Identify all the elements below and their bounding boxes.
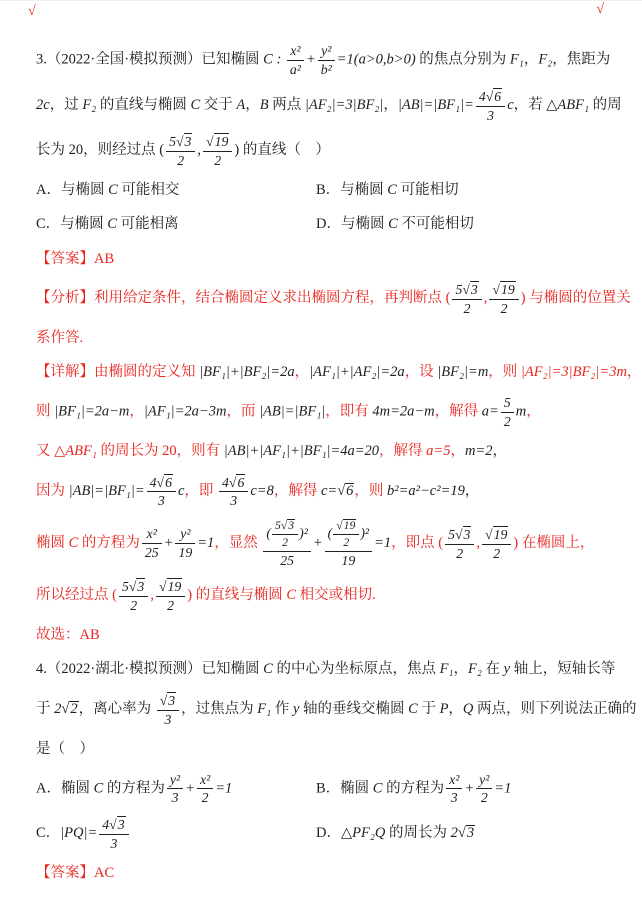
text-run: 两点 (268, 96, 305, 113)
text-run: |AF₁|+|AF₂|=2a (309, 364, 405, 381)
radical: √3 (175, 134, 192, 150)
text-run: y² (180, 526, 191, 542)
text-run: 4 (102, 817, 110, 833)
text-run: 2 (463, 301, 471, 317)
fraction (219, 474, 248, 510)
fraction (119, 578, 148, 614)
text-run: F₁ (439, 661, 454, 678)
text-run: 5 (275, 519, 281, 533)
text-run: 的中心为坐标原点，焦点 (272, 661, 440, 678)
text-run: ， (245, 96, 260, 113)
radical: √6 (337, 482, 354, 499)
text-run: , (483, 290, 488, 307)
text-run: ， (448, 701, 463, 718)
fraction (175, 526, 195, 561)
text-run: C．与椭圆 (36, 216, 108, 233)
fraction (333, 519, 359, 549)
radical: √3 (457, 825, 475, 842)
text-run: ，离心率为 (78, 701, 155, 718)
text-run: 6 (165, 474, 172, 490)
text-run: 的周长为 (385, 825, 451, 842)
text-run: ，解得 (379, 442, 427, 459)
text-run: 所以经过点 ( (36, 587, 117, 604)
text-run: 3 (463, 526, 471, 542)
text-run: 3 (470, 282, 478, 298)
text-run: F₂ (467, 661, 482, 678)
text-run: 3 (466, 825, 475, 842)
radical: √2 (61, 701, 78, 718)
text-run: 19 (343, 519, 356, 533)
q3-options-row-2 (36, 213, 636, 237)
text-run: C (286, 587, 297, 604)
text-run: 3 (157, 493, 165, 509)
text-run: A (236, 96, 246, 113)
fraction (203, 133, 232, 169)
q3-solution-line-1 (36, 361, 642, 385)
text-run: 【答案】AB (36, 250, 115, 267)
text-run: ， (450, 442, 465, 459)
text-run: F₂ (538, 51, 553, 68)
text-run: 不可能相切 (397, 216, 474, 233)
q4-stem-line-2 (36, 692, 636, 728)
text-run: 作 (271, 701, 293, 718)
text-run: B．与椭圆 (316, 182, 388, 199)
text-run: y² (169, 771, 181, 787)
text-run: 5 (503, 394, 511, 410)
fraction (99, 816, 128, 852)
q4-stem-line-3 (36, 738, 636, 762)
text-run: ， (523, 51, 539, 68)
text-run: A．与椭圆 (36, 182, 109, 199)
text-run: |BF₂|=m (437, 364, 489, 381)
text-run: C (263, 51, 273, 68)
text-run: 3 (184, 134, 192, 150)
text-run: 5 (448, 526, 455, 542)
text-run: 于 (36, 701, 55, 718)
text-run: =1 (494, 780, 512, 797)
text-run: 4 (478, 88, 486, 104)
text-run: , (476, 535, 481, 552)
text-run: : (272, 51, 285, 68)
q3-options-row-1 (36, 179, 636, 203)
fraction (501, 395, 514, 430)
q4-answer (36, 862, 636, 886)
text-run: c (507, 96, 514, 113)
text-run: ，即点 ( (391, 535, 444, 552)
text-run: 的周长为 20，则有 (96, 442, 224, 459)
text-run: 可能相切 (396, 182, 459, 199)
text-run: c= (320, 482, 338, 499)
q4-options-row-1-right (316, 772, 511, 807)
text-run: a² (289, 61, 301, 77)
text-run: 4 (222, 474, 229, 490)
text-run: 相交或相切. (296, 587, 376, 604)
text-run: 5 (455, 282, 463, 298)
text-run: 6 (494, 88, 502, 104)
text-run: ，解得 (273, 482, 321, 499)
text-run: ，则 (488, 364, 521, 381)
q3-stem-line-3 (36, 133, 636, 169)
text-run: 2 (500, 301, 508, 317)
fraction (287, 43, 304, 78)
text-run: 3 (168, 692, 176, 708)
text-run: 于 (417, 701, 440, 718)
text-run: 2 (343, 536, 350, 550)
text-run: 2 (214, 153, 222, 169)
text-run: |PQ|= (60, 825, 98, 842)
fraction (482, 526, 511, 562)
text-run: 又 (36, 442, 55, 459)
text-run: C (263, 661, 273, 678)
q4-options-row-1 (36, 772, 636, 807)
text-run: 3 (487, 107, 494, 123)
q3-stem-line-2 (36, 88, 636, 124)
text-run: 3 (288, 519, 295, 533)
text-run: |AF₁|=2a−3m (143, 403, 227, 420)
text-run: 6 (346, 482, 354, 499)
text-run: ，显然 (214, 535, 262, 552)
text-run: 2 (70, 701, 78, 718)
radical: √19 (206, 134, 229, 150)
text-run: C (190, 96, 201, 113)
text-run: Q (462, 701, 474, 718)
q4-options-row-2-right (316, 822, 475, 846)
text-run: 2 (503, 413, 511, 429)
radical: √3 (159, 692, 176, 708)
text-run: 3 (137, 579, 145, 595)
q3-stem-line-1 (36, 43, 636, 78)
text-run: 19 (500, 282, 515, 298)
text-run: 是（ ） (36, 740, 94, 757)
fraction (446, 772, 462, 807)
text-run: m (515, 403, 527, 420)
text-run: 2 (282, 536, 288, 550)
text-run: ) 在椭圆上， (513, 535, 595, 552)
text-run: ， (294, 364, 310, 381)
text-run: C． (36, 825, 61, 842)
q3-solution-line-4 (36, 474, 636, 510)
text-run: 19 (341, 552, 356, 568)
text-run: 2 (177, 153, 185, 169)
text-run: C (68, 535, 79, 552)
text-run: ， (129, 403, 144, 420)
q3-options-row-1-right (316, 179, 459, 203)
text-run: 4.（2022·湖北·模拟预测）已知椭圆 (36, 661, 264, 678)
text-run: ，过焦点为 (181, 701, 258, 718)
q4-options-row-2 (36, 816, 636, 852)
text-run: C (372, 780, 383, 797)
text-run: 的焦点分别为 (415, 51, 510, 68)
text-run: x² (290, 43, 301, 58)
text-run: C (408, 701, 418, 718)
text-run: =1 (374, 535, 392, 552)
q3-options-row-2-left (36, 213, 316, 237)
text-run: 则 (36, 403, 55, 420)
text-run: ，解得 (434, 403, 482, 420)
q3-analysis-line-1 (36, 281, 636, 317)
fraction (272, 519, 298, 549)
text-run: =1 (197, 535, 215, 552)
text-run: + (305, 51, 316, 68)
radical: √19 (336, 519, 356, 533)
text-run: ) 的直线与椭圆 (187, 587, 287, 604)
text-run: a= (481, 403, 499, 420)
text-run: 4m=2a−m (372, 403, 435, 420)
text-run: + (464, 780, 475, 797)
q3-conclusion (36, 624, 636, 648)
text-run: C (107, 216, 117, 233)
text-run: 2 (130, 598, 138, 614)
text-run: 3.（2022·全国·模拟预测）已知椭圆 (36, 51, 264, 68)
text-run: B．椭圆 (316, 780, 373, 797)
text-run: 故选：AB (36, 627, 100, 644)
text-run: 2 (54, 701, 62, 718)
fraction (197, 772, 213, 807)
text-run: 轴的垂线交椭圆 (299, 701, 409, 718)
radical: √3 (280, 519, 295, 533)
text-run: 的方程为 (103, 780, 165, 797)
text-run: 3 (171, 790, 179, 806)
text-run: ( (327, 525, 333, 541)
text-run: ，设 (404, 364, 438, 381)
text-run: c=8 (250, 482, 274, 499)
text-run: △PF₂Q (340, 825, 386, 842)
fraction (445, 526, 474, 562)
text-run: 【分析】利用给定条件，结合椭圆定义求出椭圆方程，再判断点 ( (36, 290, 451, 307)
text-run: 2 (167, 598, 175, 614)
text-run: 4 (149, 474, 157, 490)
fraction (476, 772, 492, 807)
text-run: ，若 (513, 96, 547, 113)
text-run: ) 与椭圆的位置关 (520, 290, 631, 307)
text-run: b² (320, 61, 332, 77)
text-run: 2c (36, 96, 50, 113)
radical: √3 (462, 282, 478, 298)
text-run: 2 (456, 545, 464, 561)
fraction (166, 133, 195, 169)
text-run: 的方程为 (382, 780, 445, 797)
fraction (156, 578, 185, 614)
fraction (167, 772, 183, 807)
text-run: 可能相离 (116, 216, 179, 233)
text-run: 3 (230, 493, 238, 509)
radical: √3 (128, 579, 145, 595)
text-run: 3 (450, 790, 458, 806)
q3-analysis-line-2 (36, 327, 636, 351)
text-run: △ABF₁ (54, 442, 97, 459)
text-run: F₁ (509, 51, 524, 68)
fraction (325, 519, 372, 568)
radical: √6 (485, 88, 502, 104)
text-run: )² (360, 525, 370, 541)
text-run: P (439, 701, 449, 718)
radical: √3 (454, 526, 471, 542)
text-run: 长为 20，则经过点 ( (36, 142, 165, 159)
text-run: ，焦距为 (552, 51, 611, 68)
grader-check-icon: √ (28, 4, 36, 19)
text-run: ， (526, 403, 541, 420)
q3-solution-line-5 (36, 519, 636, 568)
text-run: 3 (117, 817, 125, 833)
text-run: 19 (167, 579, 182, 595)
text-run: ( (266, 525, 272, 541)
radical: √3 (109, 817, 125, 833)
fraction (263, 519, 310, 568)
text-run: |AB|=|BF₁|= (68, 482, 145, 499)
text-run: 椭圆 (36, 535, 69, 552)
text-run: △ABF₁ (546, 96, 590, 113)
text-run: F₁ (257, 701, 272, 718)
text-run: y² (479, 771, 490, 787)
fraction (157, 692, 179, 728)
text-run: 2 (480, 790, 488, 806)
text-run: , (197, 142, 202, 159)
text-run: 2 (493, 545, 501, 561)
document-body (0, 1, 642, 886)
text-run: b²=a²−c²=19 (387, 482, 465, 499)
text-run: 2 (201, 790, 209, 806)
text-run: ) 的直线（ ） (234, 142, 330, 159)
q4-options-row-2-left (36, 816, 316, 852)
fraction (147, 474, 176, 510)
q3-answer (36, 248, 636, 272)
text-run: =1 (215, 780, 233, 797)
radical: √19 (485, 526, 508, 542)
text-run: , (150, 587, 154, 604)
text-run: + (312, 535, 323, 552)
text-run: =1 (336, 51, 354, 68)
fraction (489, 281, 518, 317)
fraction (142, 526, 162, 561)
text-run: ，而 (226, 403, 260, 420)
text-run: 【详解】由椭圆的定义知 (36, 364, 200, 381)
text-run: ，即有 (325, 403, 373, 420)
fraction (476, 88, 505, 124)
text-run: 两点，则下列说法正确的 (473, 701, 637, 718)
q3-solution-line-3 (36, 440, 636, 464)
text-run: 5 (169, 134, 176, 150)
text-run: 可能相交 (117, 182, 180, 199)
text-run: |AF₂|=3|BF₂|=3m (520, 364, 627, 381)
grader-check-icon: √ (596, 2, 604, 17)
text-run: 19 (493, 526, 508, 542)
q3-solution-line-2 (36, 395, 636, 430)
text-run: 的直线与椭圆 (96, 96, 191, 113)
radical: √19 (158, 579, 182, 595)
text-run: C (388, 216, 398, 233)
text-run: 的方程为 (78, 535, 140, 552)
text-run: 在 (481, 661, 504, 678)
text-run: ， (492, 442, 507, 459)
text-run: 25 (144, 545, 159, 561)
q3-solution-line-6 (36, 578, 636, 614)
text-run: 19 (178, 545, 193, 561)
text-run: x² (146, 526, 157, 542)
text-run: ，过 (49, 96, 83, 113)
text-run: m=2 (464, 442, 493, 459)
text-run: c (177, 482, 185, 499)
text-run: y (292, 701, 300, 718)
text-run: ， (453, 661, 468, 678)
text-run: |AB|=|BF₁|= (397, 96, 474, 113)
q4-options-row-1-left (36, 772, 316, 807)
text-run: 轴上，短轴长等 (510, 661, 616, 678)
text-run: |AB|+|AF₁|+|BF₁|=4a=20 (223, 442, 380, 459)
text-run: 因为 (36, 482, 69, 499)
text-run: 【答案】AC (36, 864, 115, 881)
text-run: B (259, 96, 269, 113)
text-run: 19 (214, 134, 229, 150)
text-run: |BF₁|+|BF₂|=2a (199, 364, 295, 381)
text-run: 3 (164, 711, 172, 727)
q3-options-row-2-right (316, 213, 474, 237)
text-run: ， (626, 364, 642, 381)
text-run: ， (383, 96, 398, 113)
q4-stem-line-1 (36, 658, 636, 682)
text-run: y (503, 661, 511, 678)
text-run: D．与椭圆 (316, 216, 389, 233)
text-run: A．椭圆 (36, 780, 94, 797)
q3-options-row-1-left (36, 179, 316, 203)
text-run: C (108, 182, 118, 199)
text-run: a=5 (426, 442, 451, 459)
text-run: 交于 (200, 96, 237, 113)
radical: √6 (156, 474, 172, 490)
text-run: + (163, 535, 174, 552)
text-run: 5 (121, 579, 129, 595)
text-run: ，即 (184, 482, 218, 499)
radical: √19 (492, 282, 515, 298)
text-run: C (387, 182, 397, 199)
text-run: y² (321, 43, 332, 58)
text-run: 系作答. (36, 330, 84, 347)
text-run: 的周 (589, 96, 622, 113)
text-run: 2 (450, 825, 458, 842)
text-run: 25 (280, 552, 295, 568)
text-run: 6 (237, 474, 245, 490)
text-run: )² (299, 525, 308, 541)
text-run: ， (464, 482, 480, 499)
text-run: (a>0,b>0) (353, 51, 416, 68)
fraction (452, 281, 481, 317)
radical: √6 (228, 474, 245, 490)
text-run: D． (316, 825, 341, 842)
text-run: |AB|=|BF₁| (259, 403, 326, 420)
text-run: + (185, 780, 195, 797)
text-run: x² (449, 771, 460, 787)
text-run: 3 (110, 836, 118, 852)
text-run: C (93, 780, 104, 797)
fraction (318, 43, 335, 78)
text-run: F₂ (82, 96, 97, 113)
text-run: |BF₁|=2a−m (54, 403, 130, 420)
text-run: x² (199, 771, 211, 787)
text-run: |AF₂|=3|BF₂| (304, 96, 384, 113)
text-run: ，则 (354, 482, 388, 499)
